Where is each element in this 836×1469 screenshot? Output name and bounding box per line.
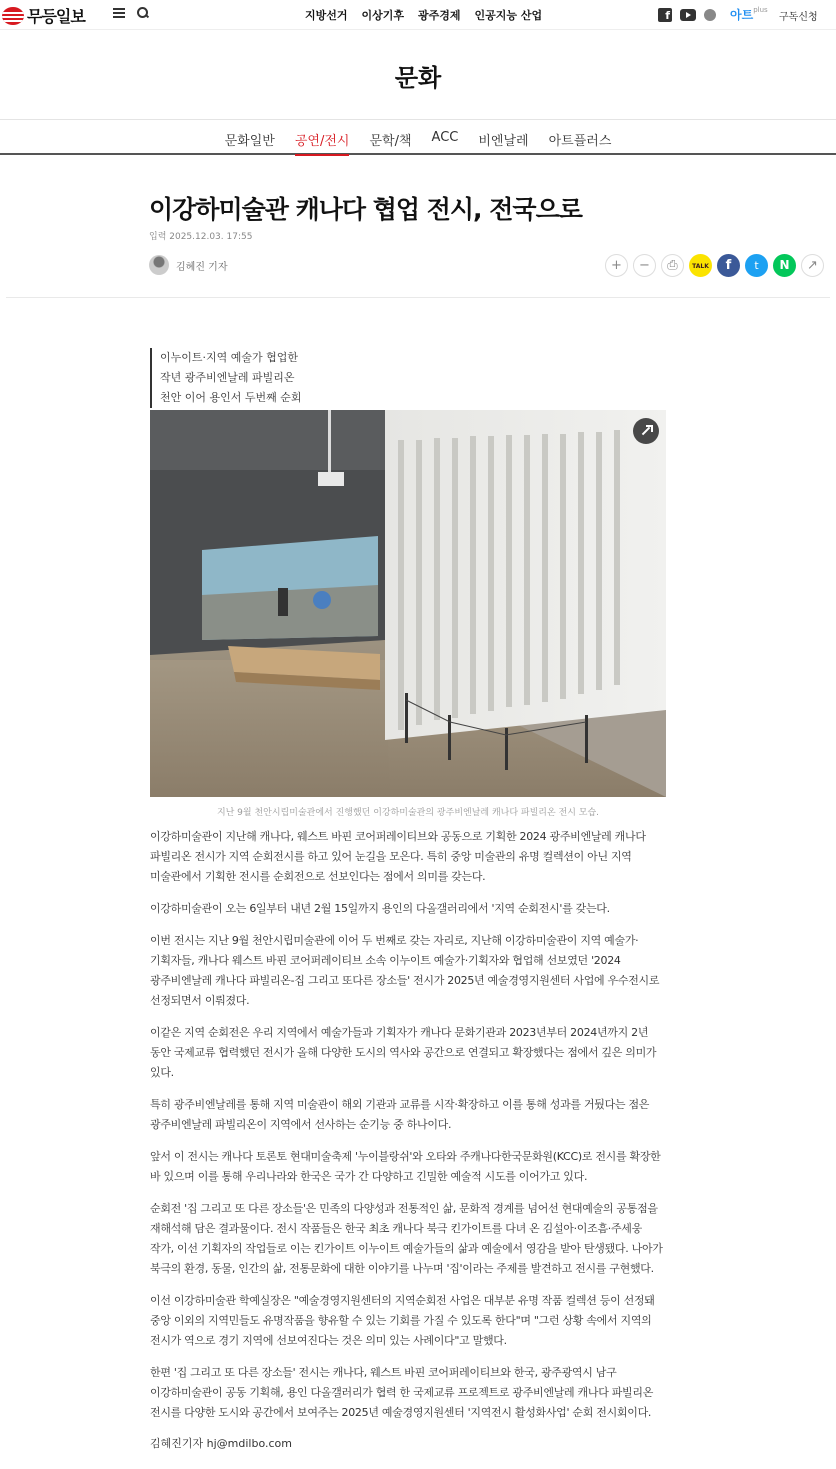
top-nav-item-economy[interactable]: 광주경제 bbox=[418, 9, 461, 22]
section-title: 문화 bbox=[394, 64, 442, 92]
summary-line: 이누이트·지역 예술가 협업한 bbox=[160, 351, 299, 364]
tab-art-plus[interactable]: 아트플러스 bbox=[548, 134, 612, 149]
top-bar bbox=[0, 0, 836, 30]
logo-text: 무등일보 bbox=[27, 7, 85, 26]
article-paragraph: 한편 '집 그리고 또 다른 장소들' 전시는 캐나다, 웨스트 바핀 코어퍼레이티브와 한국, 광주광역시 남구 이강하미술관이 공동 기획해, 용인 다올갤러리가 협력 한 국제교류 프로젝트로 광주비엔날레 캐나다 파빌리온 전시를 다양한 도시와 공간에서 보여주는 2025년 예술경영지원센터 '지역전시 활성화사업' 순회 전시회이다. bbox=[150, 1366, 654, 1419]
search-icon[interactable] bbox=[137, 7, 148, 18]
article-paragraph: 이선 이강하미술관 학예실장은 "예술경영지원센터의 지역순회전 사업은 대부분 유명 작품 컬렉션 등이 선정돼 중앙 이외의 지역민들도 유명작품을 향유할 수 있는 기회를 가질 수 있도록 한다"며 "그런 상황 속에서 지역의 전시가 역으로 경기 지역에 선보여진다는 것은 의미 있는 사례이다"고 말했다. bbox=[150, 1294, 655, 1347]
article-paragraph: 이강하미술관이 오는 6일부터 내년 2월 15일까지 용인의 다올갤러리에서 '지역 순회전시'를 갖는다. bbox=[150, 902, 610, 915]
social-links bbox=[658, 6, 768, 23]
top-nav-item-ai-industry[interactable]: 인공지능 산업 bbox=[474, 9, 543, 22]
logo-mark-icon bbox=[2, 7, 24, 25]
article-paragraph: 이같은 지역 순회전은 우리 지역에서 예술가들과 기획자가 캐나다 문화기관과 2023년부터 2024년까지 2년 동안 국제교류 협력했던 전시가 올해 다양한 도시의 역사와 공간으로 연결되고 확장했다는 점에서 깊은 의미가 있다. bbox=[150, 1026, 657, 1079]
author-avatar bbox=[149, 255, 169, 275]
twitter-share-icon[interactable]: t bbox=[745, 254, 768, 277]
font-increase-icon[interactable]: + bbox=[605, 254, 628, 277]
article-headline: 이강하미술관 캐나다 협업 전시, 전국으로 bbox=[149, 195, 582, 224]
reporter-signoff: 김혜진기자 hj@mdilbo.com bbox=[150, 1437, 292, 1450]
article-paragraph: 순회전 '집 그리고 또 다른 장소들'은 민족의 다양성과 전통적인 삶, 문화적 경계를 넘어선 현대예술의 공통점을 재해석해 담은 결과물이다. 전시 작품들은 한국 최초 캐나다 북극 킨가이트를 다녀 온 김설아·이조흠·주세웅 작가, 이선 기획자의 작업들로 이는 킨가이트 이누이트 예술가들의 삶과 예술에서 영감을 받아 탄생됐다. 나아가 북극의 환경, 동물, 인간의 삶, 전통문화에 대한 이야기를 나누며 '집'이라는 주제를 발견하고 전시를 구현했다. bbox=[150, 1202, 663, 1275]
copy-link-icon[interactable]: ↗ bbox=[801, 254, 824, 277]
tab-biennale[interactable]: 비엔날레 bbox=[478, 134, 529, 149]
header-divider bbox=[6, 297, 830, 298]
summary-line: 작년 광주비엔날레 파빌리온 bbox=[160, 371, 295, 384]
photo-caption: 지난 9월 천안시립미술관에서 진행했던 이강하미술관의 광주비엔날레 캐나다 파빌리온 전시 모습. bbox=[216, 808, 600, 818]
youtube-icon[interactable] bbox=[680, 9, 696, 21]
facebook-share-icon[interactable]: f bbox=[717, 254, 740, 277]
tab-performance-exhibition[interactable]: 공연/전시 bbox=[295, 120, 350, 154]
article-summary bbox=[150, 348, 302, 408]
article-paragraph: 앞서 이 전시는 캐나다 토론토 현대미술축제 '누이블랑쉬'와 오타와 주캐나다한국문화원(KCC)로 전시를 확장한 바 있으며 이를 통해 우리나라와 한국은 국가 간 다양하고 긴밀한 예술적 시도를 이어가고 있다. bbox=[150, 1150, 661, 1183]
article-body bbox=[150, 827, 666, 1451]
author-name[interactable]: 김혜진 기자 bbox=[176, 261, 228, 273]
share-toolbar bbox=[605, 254, 824, 277]
tab-literature-books[interactable]: 문학/책 bbox=[369, 134, 412, 149]
article-dateline: 입력 2025.12.03. 17:55 bbox=[149, 232, 253, 242]
article-paragraph: 특히 광주비엔날레를 통해 지역 미술관이 해외 기관과 교류를 시작·확장하고 이를 통해 성과를 거뒀다는 점은 광주비엔날레 파빌리온이 지역에서 선사하는 순기능 중 하나이다. bbox=[150, 1098, 650, 1131]
naver-share-icon[interactable]: N bbox=[773, 254, 796, 277]
site-logo[interactable] bbox=[2, 4, 85, 27]
menu-icon[interactable] bbox=[113, 8, 125, 18]
top-nav-item-climate[interactable]: 이상기후 bbox=[361, 9, 405, 22]
section-subnav bbox=[0, 119, 836, 155]
print-icon[interactable]: ⎙ bbox=[661, 254, 684, 277]
tab-acc[interactable]: ACC bbox=[431, 130, 459, 145]
article-photo[interactable] bbox=[150, 410, 666, 797]
subscribe-link[interactable]: 구독신청 bbox=[779, 12, 818, 23]
facebook-icon[interactable]: f bbox=[658, 8, 672, 22]
article-paragraph: 이강하미술관이 지난해 캐나다, 웨스트 바핀 코어퍼레이티브와 공동으로 기획한 2024 광주비엔날레 캐나다 파빌리온 전시가 지역 순회전시를 하고 있어 눈길을 모은다. 특히 중앙 미술관의 유명 컬렉션이 아닌 지역 미술관에서 기획한 전시를 순회전으로 선보인다는 점에서 의미를 갖는다. bbox=[150, 830, 646, 883]
expand-photo-icon[interactable] bbox=[633, 418, 659, 444]
byline bbox=[149, 255, 227, 275]
article-paragraph: 이번 전시는 지난 9월 천안시립미술관에 이어 두 번째로 갖는 자리로, 지난해 이강하미술관이 지역 예술가·기획자들, 캐나다 웨스트 바핀 코어퍼레이티브 소속 이누이트 예술가·기획자와 협업해 선보였던 '2024 광주비엔날레 캐나다 파빌리온-집 그리고 또다른 장소들' 전시가 2025년 예술경영지원센터 사업에 우수전시로 선정되면서 이뤄졌다. bbox=[150, 934, 660, 1007]
top-nav-item-local-election[interactable]: 지방선거 bbox=[305, 9, 348, 22]
tab-culture-general[interactable]: 문화일반 bbox=[224, 134, 275, 149]
exhibition-photo-illustration bbox=[150, 410, 666, 797]
summary-line: 천안 이어 용인서 두번째 순회 bbox=[160, 391, 302, 404]
kakaotalk-share-icon[interactable]: TALK bbox=[689, 254, 712, 277]
top-nav bbox=[305, 7, 542, 23]
font-decrease-icon[interactable]: − bbox=[633, 254, 656, 277]
globe-icon[interactable] bbox=[704, 9, 716, 21]
arte-plus-link[interactable]: 아트$^{plus}$ bbox=[730, 6, 768, 22]
